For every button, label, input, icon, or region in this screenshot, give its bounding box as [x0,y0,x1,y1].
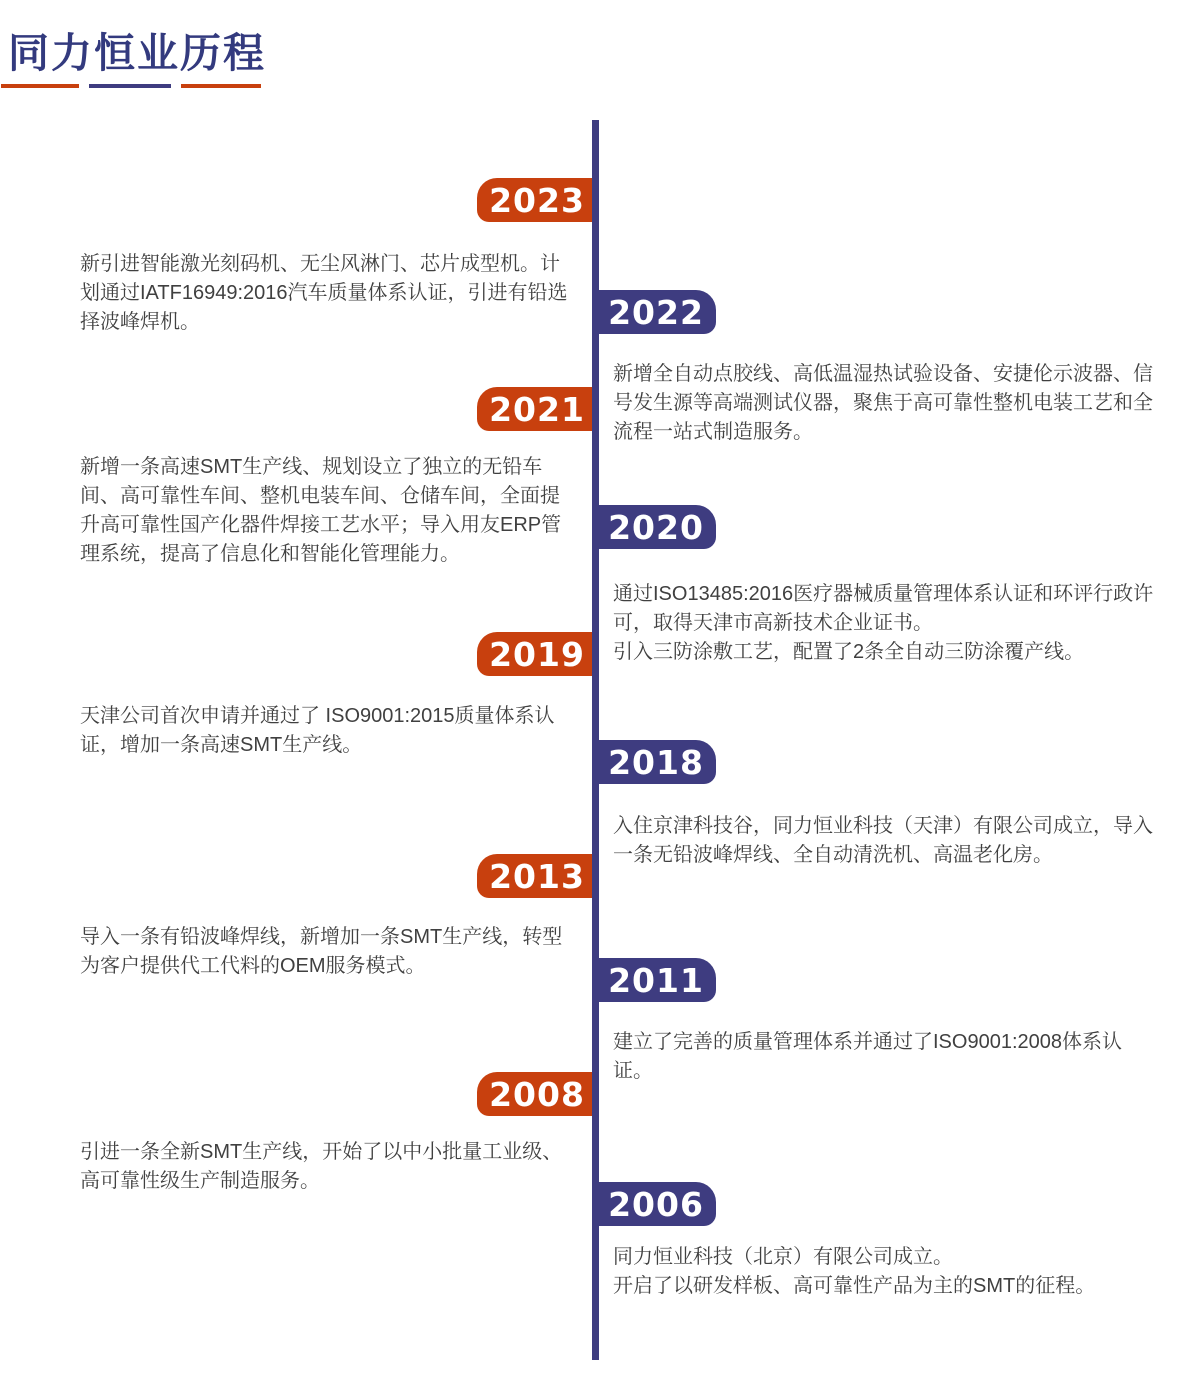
milestone-text-2022 [613,360,1159,447]
title-underline-dash-1 [1,84,79,88]
year-badge-2023: 2023 [477,178,597,222]
year-badge-2022: 2022 [596,290,716,334]
milestone-text-line: 同力恒业科技（北京）有限公司成立。 [613,1246,953,1268]
year-badge-2019: 2019 [477,632,597,676]
year-badge-2020: 2020 [596,505,716,549]
milestone-text-line: 建立了完善的质量管理体系并通过了ISO9001:2008体系认证。 [613,1031,1122,1082]
milestone-text-line: 天津公司首次申请并通过了 ISO9001:2015质量体系认证，增加一条高速SMT生产线。 [80,705,555,756]
milestone-text-line: 导入一条有铅波峰焊线，新增加一条SMT生产线，转型为客户提供代工代料的OEM服务模式。 [80,926,563,977]
title-underline [1,84,261,88]
milestone-text-line: 开启了以研发样板、高可靠性产品为主的SMT的征程。 [613,1275,1096,1297]
milestone-text-2008 [80,1138,572,1196]
timeline-vertical-line [592,120,599,1360]
milestone-text-line: 入住京津科技谷，同力恒业科技（天津）有限公司成立，导入一条无铅波峰焊线、全自动清洗机、高温老化房。 [613,815,1153,866]
milestone-text-2006 [613,1243,1159,1301]
year-badge-2013: 2013 [477,854,597,898]
year-badge-2011: 2011 [596,958,716,1002]
page-title: 同力恒业历程 [8,29,266,77]
milestone-text-2018 [613,812,1159,870]
year-badge-2006: 2006 [596,1182,716,1226]
milestone-text-2019 [80,702,572,760]
milestone-text-line: 引入三防涂敷工艺，配置了2条全自动三防涂覆产线。 [613,641,1085,663]
milestone-text-line: 通过ISO13485:2016医疗器械质量管理体系认证和环评行政许可，取得天津市高新技术企业证书。 [613,583,1154,634]
title-underline-dash-3 [181,84,261,88]
milestone-text-2021 [80,453,572,569]
milestone-text-2011 [613,1028,1159,1086]
year-badge-2018: 2018 [596,740,716,784]
milestone-text-line: 引进一条全新SMT生产线，开始了以中小批量工业级、高可靠性级生产制造服务。 [80,1141,563,1192]
milestone-text-line: 新引进智能激光刻码机、无尘风淋门、芯片成型机。计划通过IATF16949:2016汽车质量体系认证，引进有铅选择波峰焊机。 [80,253,568,333]
milestone-text-line: 新增全自动点胶线、高低温湿热试验设备、安捷伦示波器、信号发生源等高端测试仪器，聚焦于高可靠性整机电装工艺和全流程一站式制造服务。 [613,363,1153,443]
year-badge-2021: 2021 [477,387,597,431]
milestone-text-line: 新增一条高速SMT生产线、规划设立了独立的无铅车间、高可靠性车间、整机电装车间、仓储车间，全面提升高可靠性国产化器件焊接工艺水平；导入用友ERP管理系统，提高了信息化和智能化管理能力。 [80,456,562,565]
title-underline-dash-2 [89,84,171,88]
milestone-text-2013 [80,923,572,981]
milestone-text-2023 [80,250,572,337]
milestone-text-2020 [613,580,1159,667]
year-badge-2008: 2008 [477,1072,597,1116]
